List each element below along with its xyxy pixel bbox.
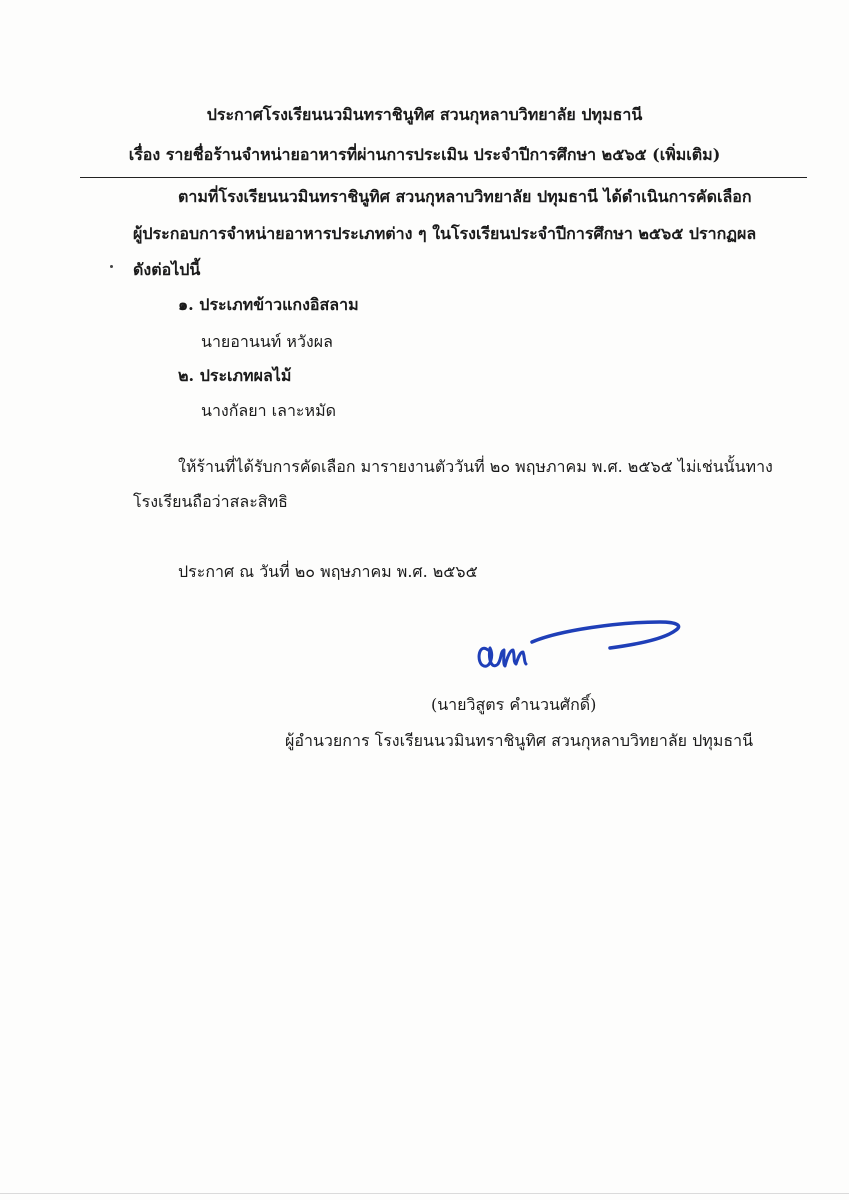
signature-icon <box>470 612 690 682</box>
category-heading-1: ๑. ประเภทข้าวแกงอิสลาม <box>178 295 359 314</box>
header-divider <box>80 177 807 178</box>
signature-image <box>470 612 690 686</box>
announcement-title: ประกาศโรงเรียนนวมินทราชินูทิศ สวนกุหลาบวิทยาลัย ปทุมธานี <box>206 105 643 124</box>
intro-line-1: ตามที่โรงเรียนนวมินทราชินูทิศ สวนกุหลาบวิทยาลัย ปทุมธานี ได้ดำเนินการคัดเลือก <box>178 187 752 206</box>
category-person-2: นางกัลยา เลาะหมัด <box>201 401 337 420</box>
report-line-2: โรงเรียนถือว่าสละสิทธิ <box>133 492 288 511</box>
page-edge <box>0 1193 849 1194</box>
category-heading-2: ๒. ประเภทผลไม้ <box>178 366 292 385</box>
scan-speck <box>110 265 113 268</box>
intro-line-3: ดังต่อไปนี้ <box>133 260 201 279</box>
signer-position: ผู้อำนวยการ โรงเรียนนวมินทราชินูทิศ สวนกุหลาบวิทยาลัย ปทุมธานี <box>285 731 754 750</box>
intro-line-2: ผู้ประกอบการจำหน่ายอาหารประเภทต่าง ๆ ในโรงเรียนประจำปีการศึกษา ๒๕๖๕ ปรากฏผล <box>133 224 757 243</box>
signer-name: (นายวิสูตร คำนวนศักดิ์) <box>431 695 597 714</box>
category-person-1: นายอานนท์ หวังผล <box>201 332 333 351</box>
report-line-1: ให้ร้านที่ได้รับการคัดเลือก มารายงานตัววันที่ ๒๐ พฤษภาคม พ.ศ. ๒๕๖๕ ไม่เช่นนั้นทาง <box>178 457 773 476</box>
announcement-subject: เรื่อง รายชื่อร้านจำหน่ายอาหารที่ผ่านการประเมิน ประจำปีการศึกษา ๒๕๖๕ (เพิ่มเติม) <box>128 145 721 164</box>
announce-date: ประกาศ ณ วันที่ ๒๐ พฤษภาคม พ.ศ. ๒๕๖๕ <box>178 562 478 581</box>
